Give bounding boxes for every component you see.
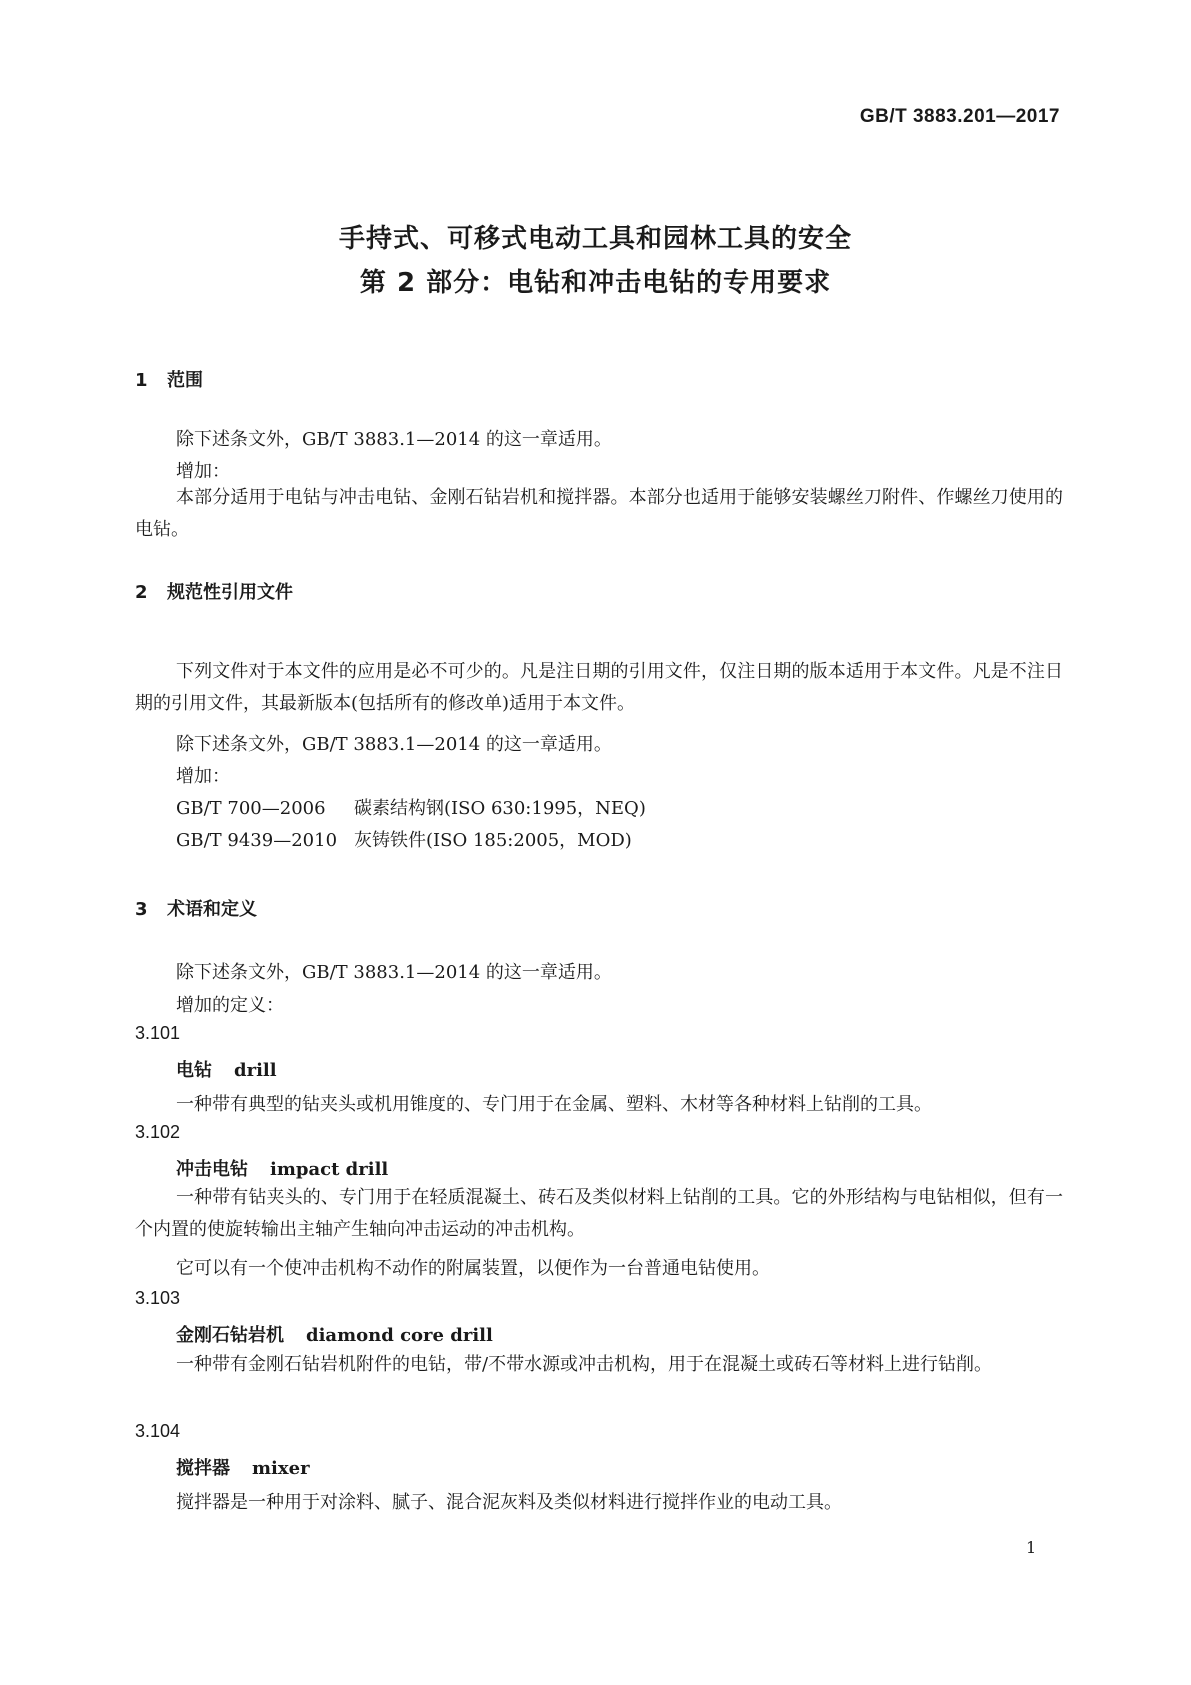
reference-entry: [176, 826, 632, 852]
document-title-line-1: 手持式、可移式电动工具和园林工具的安全: [338, 224, 852, 254]
section-2-paragraph: 除下述条文外，GB/T 3883.1—2014 的这一章适用。: [176, 734, 612, 755]
term-definition-note: 它可以有一个使冲击机构不动作的附属装置，以便作为一台普通电钻使用。: [176, 1258, 770, 1279]
term-number: 3.103: [135, 1288, 181, 1308]
section-title: 范围: [167, 370, 203, 391]
term-number: 3.104: [135, 1421, 181, 1441]
page-number: 1: [1026, 1538, 1037, 1557]
term-name-en: impact drill: [270, 1159, 389, 1180]
section-title: 术语和定义: [167, 899, 257, 920]
section-3-heading: [135, 895, 257, 921]
term-name-en: drill: [234, 1060, 277, 1081]
section-title: 规范性引用文件: [167, 582, 293, 603]
section-2-paragraph: 下列文件对于本文件的应用是必不可少的。凡是注日期的引用文件，仅注日期的版本适用于本文件。凡是不注日期的引用文件，其最新版本(包括所有的修改单)适用于本文件。: [135, 661, 1063, 714]
section-1-paragraph: 除下述条文外，GB/T 3883.1—2014 的这一章适用。: [176, 429, 612, 450]
section-1-heading: [135, 366, 203, 392]
section-number: 3: [135, 899, 148, 920]
term-name-en: diamond core drill: [306, 1325, 493, 1346]
term-definition: 搅拌器是一种用于对涂料、腻子、混合泥灰料及类似材料进行搅拌作业的电动工具。: [176, 1492, 842, 1513]
section-1-paragraph: 增加：: [176, 461, 230, 482]
reference-code: GB/T 9439—2010: [176, 830, 338, 851]
term-name: [176, 1056, 277, 1082]
section-2-heading: [135, 578, 293, 604]
section-number: 2: [135, 582, 148, 603]
section-3-paragraph: 除下述条文外，GB/T 3883.1—2014 的这一章适用。: [176, 962, 612, 983]
reference-title: 灰铸铁件(ISO 185:2005，MOD): [354, 830, 632, 851]
section-1-scope-paragraph: 本部分适用于电钻与冲击电钻、金刚石钻岩机和搅拌器。本部分也适用于能够安装螺丝刀附件、作螺丝刀使用的电钻。: [135, 487, 1063, 540]
reference-title: 碳素结构钢(ISO 630:1995，NEQ): [354, 798, 646, 819]
reference-code: GB/T 700—2006: [176, 798, 326, 819]
term-name: [176, 1155, 388, 1181]
standard-code: GB/T 3883.201—2017: [859, 106, 1060, 127]
term-definition: 一种带有金刚石钻岩机附件的电钻，带/不带水源或冲击机构，用于在混凝土或砖石等材料上进行钻削。: [176, 1354, 993, 1375]
section-2-paragraph: 增加：: [176, 766, 230, 787]
term-name-en: mixer: [252, 1458, 310, 1479]
term-name-zh: 电钻: [176, 1060, 212, 1081]
term-name-zh: 冲击电钻: [176, 1159, 248, 1180]
term-name: [176, 1454, 310, 1480]
term-number: 3.102: [135, 1122, 181, 1142]
term-definition: 一种带有钻夹头的、专门用于在轻质混凝土、砖石及类似材料上钻削的工具。它的外形结构与电钻相似，但有一个内置的使旋转输出主轴产生轴向冲击运动的冲击机构。: [135, 1187, 1063, 1240]
term-name-zh: 搅拌器: [176, 1458, 230, 1479]
term-name: [176, 1321, 493, 1347]
term-number: 3.101: [135, 1023, 181, 1043]
section-3-paragraph: 增加的定义：: [176, 995, 284, 1016]
term-name-zh: 金刚石钻岩机: [176, 1325, 284, 1346]
term-definition: 一种带有典型的钻夹头或机用锥度的、专门用于在金属、塑料、木材等各种材料上钻削的工具。: [176, 1094, 932, 1115]
document-title-line-2: 第 2 部分：电钻和冲击电钻的专用要求: [359, 268, 832, 298]
reference-entry: [176, 794, 646, 820]
section-number: 1: [135, 370, 148, 391]
